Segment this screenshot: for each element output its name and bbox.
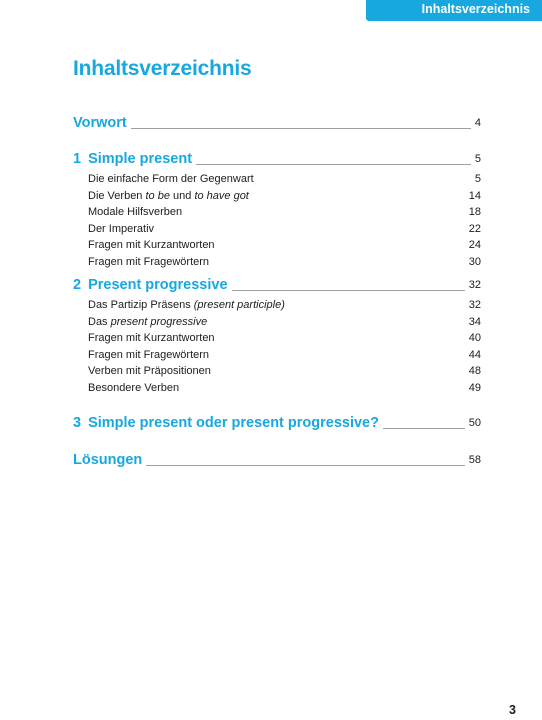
toc-item[interactable]: [73, 221, 481, 238]
toc-item-page: 30: [468, 255, 481, 268]
toc-heading-3[interactable]: [73, 414, 481, 432]
toc-heading-page: 32: [468, 279, 481, 291]
toc-item-label: Verben mit Präpositionen: [88, 365, 211, 377]
toc-heading-number: 1: [73, 151, 82, 167]
toc-item-label: Die einfache Form der Gegenwart: [88, 173, 254, 185]
toc-item-page: 44: [468, 348, 481, 361]
toc-heading-title: Simple present: [88, 151, 193, 167]
toc-item[interactable]: [73, 171, 481, 188]
toc-heading-title: Simple present oder present progressive?: [88, 415, 379, 431]
toc-item[interactable]: [73, 380, 481, 397]
toc-heading-title: Vorwort: [73, 115, 127, 131]
toc-heading-loesungen[interactable]: [73, 451, 481, 469]
toc-heading-2[interactable]: [73, 276, 481, 294]
toc-item-page: 40: [468, 332, 481, 344]
toc-item-label: Das Partizip Präsens (present participle): [88, 299, 285, 311]
toc-section-3: [73, 414, 481, 432]
toc-item-label: Modale Hilfsverben: [88, 206, 183, 218]
toc-item-page: 5: [474, 173, 481, 185]
toc-item[interactable]: [73, 188, 481, 205]
toc-item[interactable]: [73, 254, 481, 271]
toc-item-page: 48: [468, 365, 481, 377]
toc-section-loesungen: [73, 451, 481, 469]
toc-section-2: [73, 276, 481, 396]
header-tab: Inhaltsverzeichnis: [366, 0, 542, 21]
toc-item[interactable]: [73, 204, 481, 221]
toc-item[interactable]: [73, 297, 481, 314]
toc-list-1: [73, 171, 481, 270]
toc-item-label: Fragen mit Kurzantworten: [88, 239, 215, 251]
page-number: 3: [509, 703, 516, 717]
leader-line: [383, 428, 465, 429]
toc-section-vorwort: [73, 114, 481, 132]
toc-item-page: 32: [468, 299, 481, 311]
toc-item[interactable]: [73, 363, 481, 380]
toc-item-page: 24: [468, 239, 481, 251]
toc-item-label: Besondere Verben: [88, 381, 180, 394]
toc-list-2: [73, 297, 481, 396]
toc-item-label: Fragen mit Kurzantworten: [88, 332, 215, 344]
toc-item-label: Das present progressive: [88, 315, 208, 328]
toc-heading-page: 4: [474, 117, 481, 129]
page-title: Inhaltsverzeichnis: [73, 57, 252, 80]
toc-heading-number: 2: [73, 277, 82, 293]
toc-heading-number: 3: [73, 415, 82, 431]
leader-line: [146, 465, 464, 466]
toc-item-page: 34: [468, 315, 481, 328]
toc-item-label: Fragen mit Fragewörtern: [88, 348, 210, 361]
leader-line: [131, 128, 471, 129]
leader-line: [196, 164, 471, 165]
toc-item-page: 49: [468, 381, 481, 394]
toc-item-label: Die Verben to be und to have got: [88, 189, 249, 202]
toc-item-page: 18: [468, 206, 481, 218]
toc-item[interactable]: [73, 237, 481, 254]
toc-item-label: Der Imperativ: [88, 222, 155, 235]
toc-section-1: [73, 150, 481, 270]
toc-item[interactable]: [73, 314, 481, 331]
toc-item[interactable]: [73, 347, 481, 364]
leader-line: [232, 290, 465, 291]
toc-item-page: 22: [468, 222, 481, 235]
toc-heading-page: 50: [468, 417, 481, 429]
toc-item[interactable]: [73, 330, 481, 347]
toc-heading-title: Present progressive: [88, 277, 228, 293]
toc-heading-page: 5: [474, 153, 481, 165]
toc-item-page: 14: [468, 189, 481, 202]
toc-heading-title: Lösungen: [73, 452, 143, 468]
toc-heading-1[interactable]: [73, 150, 481, 168]
toc-item-label: Fragen mit Fragewörtern: [88, 255, 210, 268]
toc-heading-page: 58: [468, 454, 481, 466]
toc-heading-vorwort[interactable]: [73, 114, 481, 132]
